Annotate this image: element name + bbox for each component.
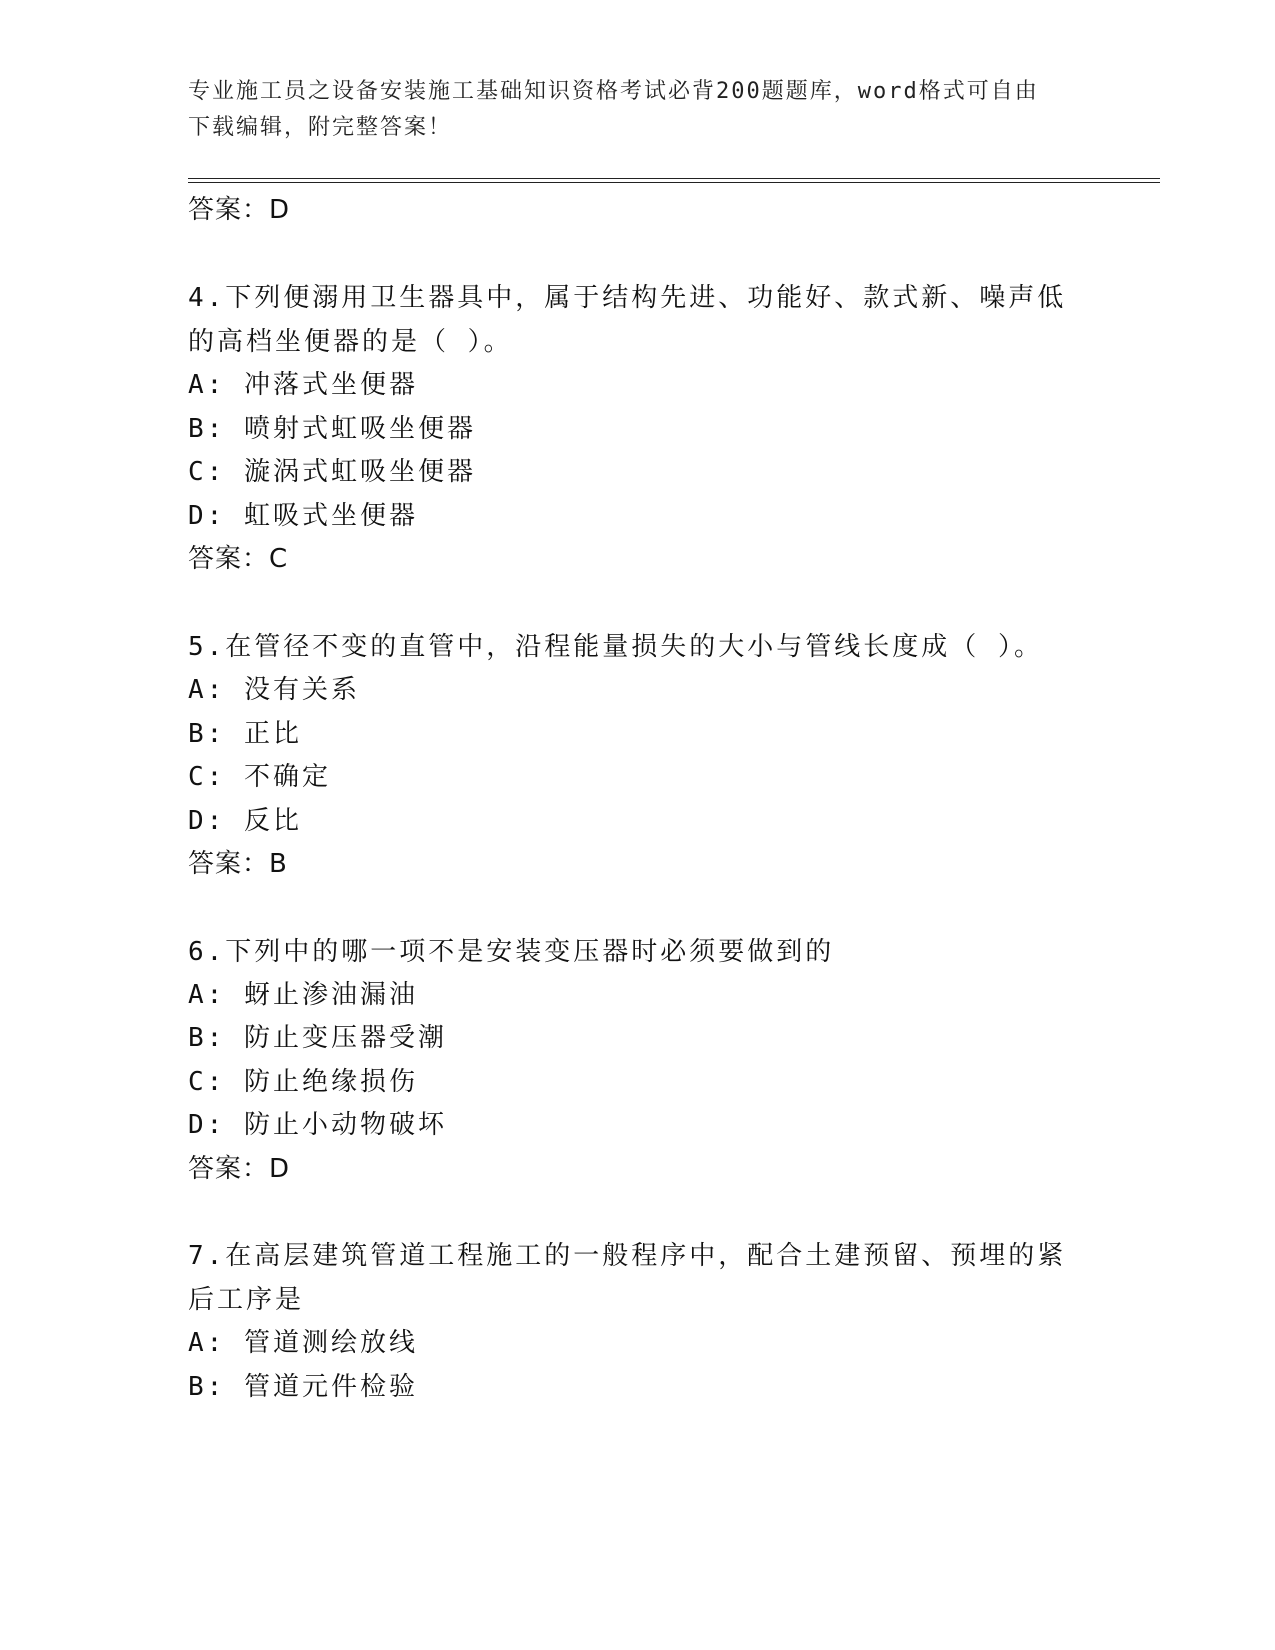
question-5-option-c: C: 不确定 [188, 762, 331, 792]
question-6-answer: 答案：D [188, 1154, 291, 1184]
previous-answer: 答案：D [188, 195, 291, 225]
question-7-option-a: A: 管道测绘放线 [188, 1328, 418, 1358]
question-6-option-c: C: 防止绝缘损伤 [188, 1067, 418, 1097]
question-7-stem-line-2: 后工序是 [188, 1285, 305, 1315]
question-5-option-b: B: 正比 [188, 719, 302, 749]
question-7-stem-line-1: 7.在高层建筑管道工程施工的一般程序中，配合土建预留、预埋的紧 [188, 1241, 1067, 1271]
question-4-stem-line-2: 的高档坐便器的是（ ）。 [188, 327, 513, 357]
question-4-option-a: A: 冲落式坐便器 [188, 370, 418, 400]
question-4-option-c: C: 漩涡式虹吸坐便器 [188, 457, 476, 487]
question-7-option-b: B: 管道元件检验 [188, 1372, 418, 1402]
question-4-option-d: D: 虹吸式坐便器 [188, 501, 418, 531]
question-5-option-a: A: 没有关系 [188, 675, 360, 705]
header-line-2: 下载编辑，附完整答案！ [188, 115, 453, 140]
header-line-1: 专业施工员之设备安装施工基础知识资格考试必背200题题库，word格式可自由 [188, 79, 1039, 104]
question-6-stem-line-1: 6.下列中的哪一项不是安装变压器时必须要做到的 [188, 937, 835, 967]
question-6-option-a: A: 蚜止渗油漏油 [188, 980, 418, 1010]
header-divider-thin [188, 178, 1160, 179]
question-5-answer: 答案：B [188, 849, 288, 879]
document-header [188, 74, 1068, 146]
question-4-stem-line-1: 4.下列便溺用卫生器具中，属于结构先进、功能好、款式新、噪声低 [188, 283, 1067, 313]
question-6-option-d: D: 防止小动物破坏 [188, 1110, 447, 1140]
question-4-answer: 答案：C [188, 544, 289, 574]
header-divider-thick [188, 182, 1160, 183]
question-6-option-b: B: 防止变压器受潮 [188, 1023, 447, 1053]
question-4-option-b: B: 喷射式虹吸坐便器 [188, 414, 476, 444]
question-5-option-d: D: 反比 [188, 806, 302, 836]
question-5-stem-line-1: 5.在管径不变的直管中，沿程能量损失的大小与管线长度成（ ）。 [188, 632, 1043, 662]
